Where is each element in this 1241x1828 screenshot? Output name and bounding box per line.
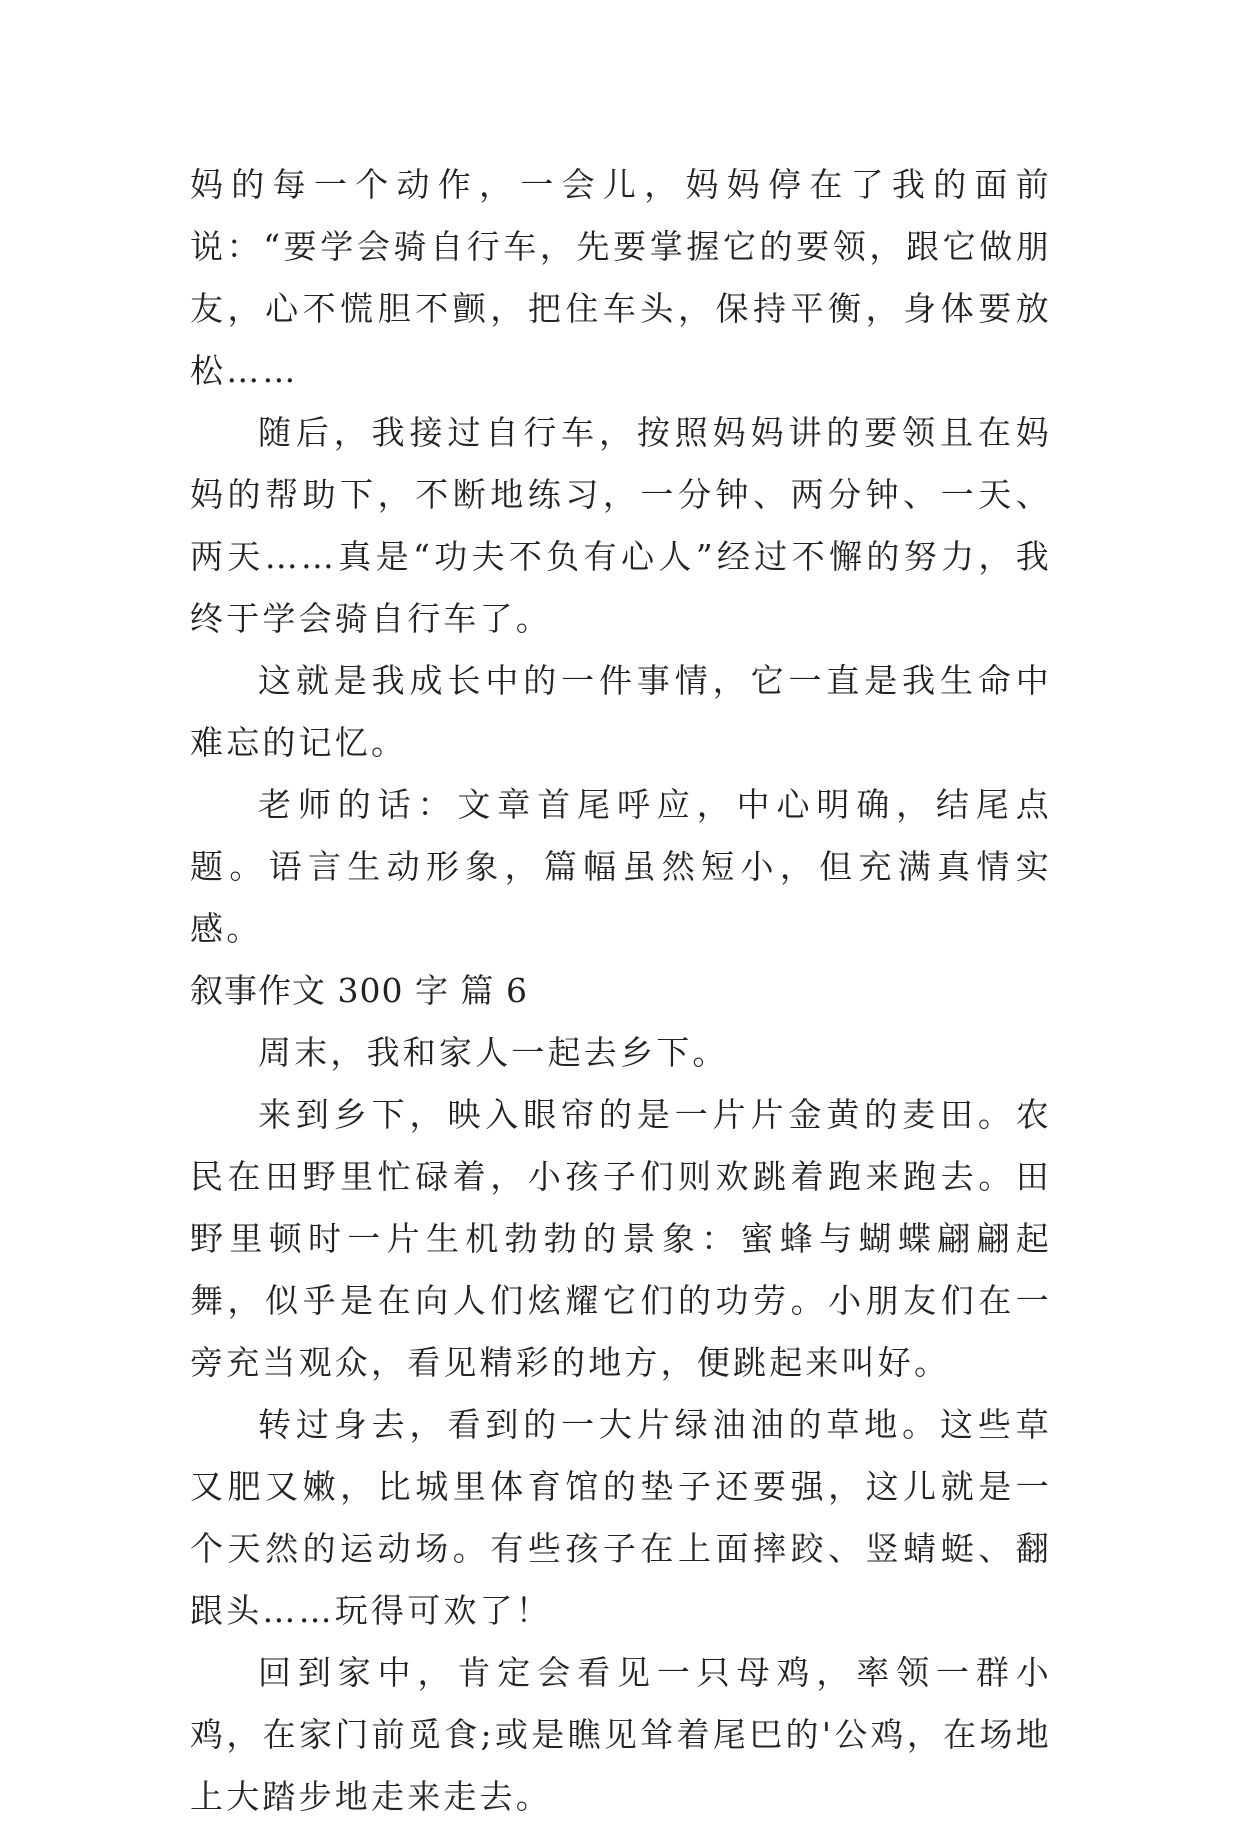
section-heading: 叙事作文 300 字 篇 6 [190,971,528,1010]
paragraph-3: 这就是我成长中的一件事情，它一直是我生命中难忘的记忆。 [190,661,1052,762]
paragraph-4: 老师的话：文章首尾呼应，中心明确，结尾点题。语言生动形象，篇幅虽然短小，但充满真情实感。 [190,785,1052,948]
paragraph-2: 随后，我接过自行车，按照妈妈讲的要领且在妈妈的帮助下，不断地练习，一分钟、两分钟、一天、两天……真是“功夫不负有心人”经过不懈的努力，我终于学会骑自行车了。 [190,413,1052,638]
document-page [190,154,1052,1828]
paragraph-1: 妈的每一个动作，一会儿，妈妈停在了我的面前说：“要学会骑自行车，先要掌握它的要领，跟它做朋友，心不慌胆不颤，把住车头，保持平衡，身体要放松…… [190,165,1052,390]
paragraph-7: 转过身去，看到的一大片绿油油的草地。这些草又肥又嫩，比城里体育馆的垫子还要强，这儿就是一个天然的运动场。有些孩子在上面摔跤、竖蜻蜓、翻跟头……玩得可欢了！ [190,1405,1052,1630]
paragraph-8: 回到家中，肯定会看见一只母鸡，率领一群小鸡，在家门前觅食;或是瞧见耸着尾巴的'公鸡，在场地上大踏步地走来走去。 [190,1653,1052,1816]
paragraph-6: 来到乡下，映入眼帘的是一片片金黄的麦田。农民在田野里忙碌着，小孩子们则欢跳着跑来跑去。田野里顿时一片生机勃勃的景象：蜜蜂与蝴蝶翩翩起舞，似乎是在向人们炫耀它们的功劳。小朋友们在一旁充当观众，看见精彩的地方，便跳起来叫好。 [190,1095,1052,1382]
paragraph-5: 周末，我和家人一起去乡下。 [258,1033,729,1072]
